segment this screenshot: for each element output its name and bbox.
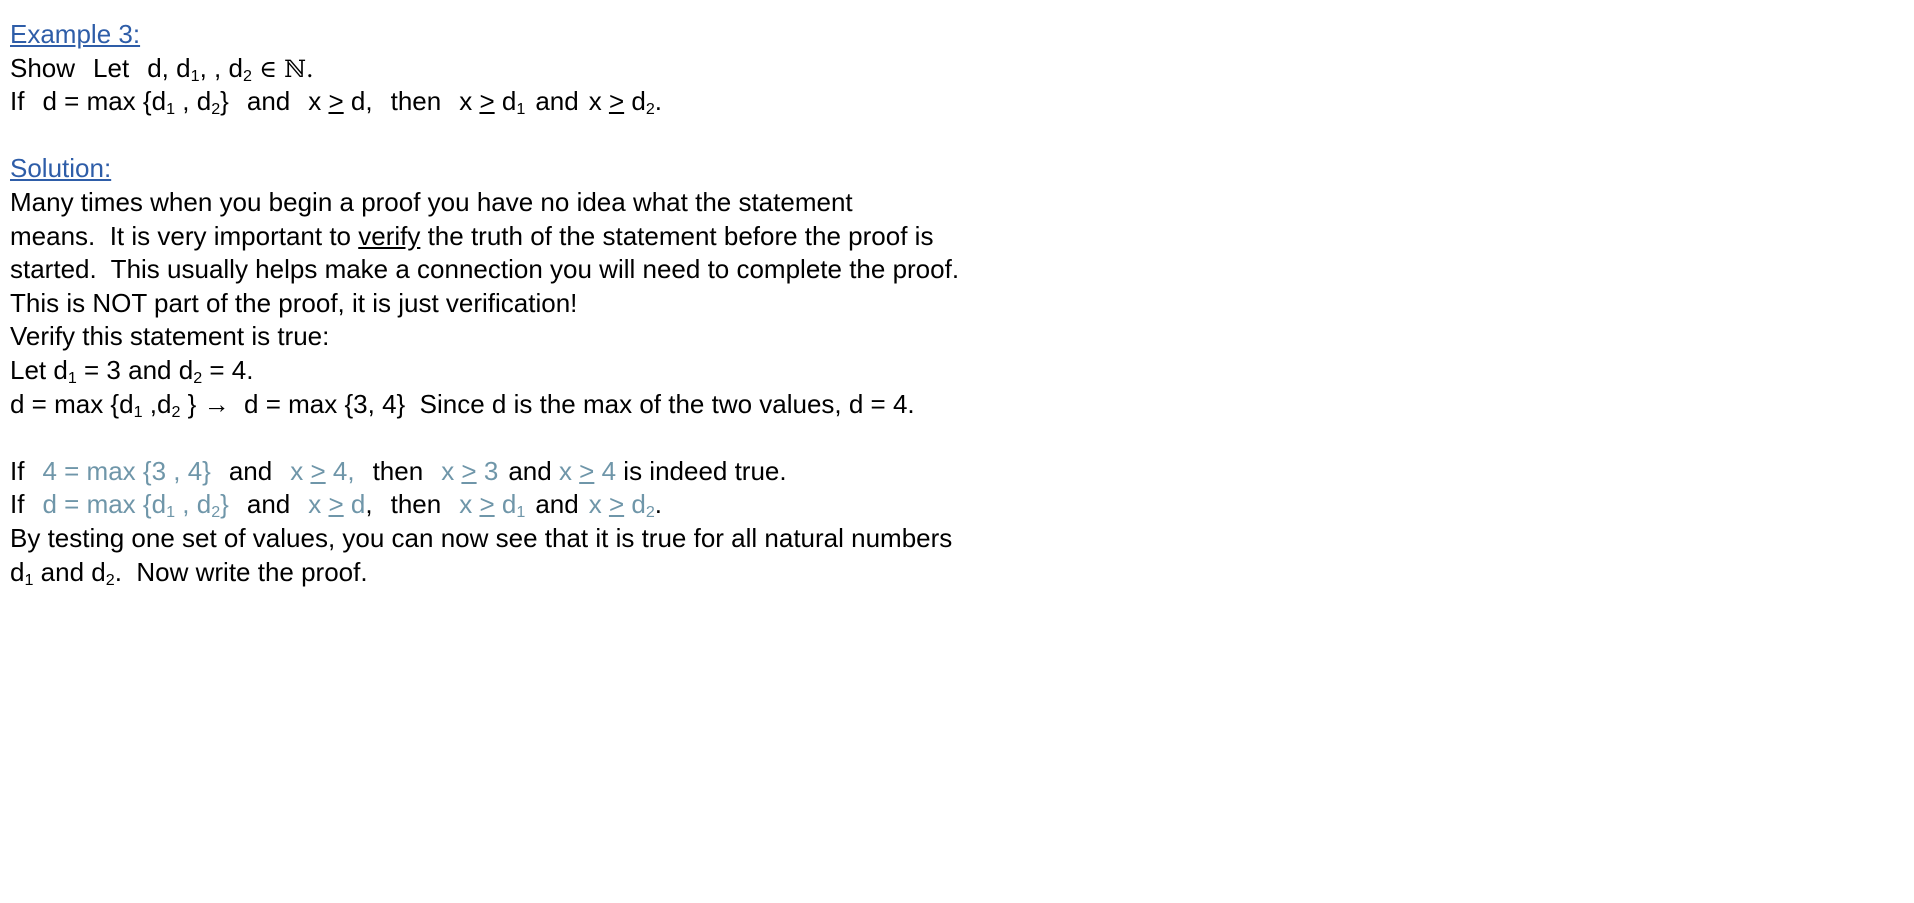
geq-symbol: > <box>479 489 495 520</box>
subscript-1: 1 <box>516 503 526 522</box>
eq-max: = max { <box>64 86 152 117</box>
show-word: Show <box>10 52 76 83</box>
var-d: d <box>350 86 366 117</box>
eq-4-text: = 4. <box>202 354 254 385</box>
comma: , <box>182 489 190 520</box>
var-d1: d <box>501 86 517 117</box>
verify-word: verify <box>358 220 421 251</box>
value-3: 3 <box>483 455 499 486</box>
subscript-1: 1 <box>190 66 200 85</box>
and-word: and <box>246 489 291 520</box>
comma: , <box>182 86 190 117</box>
example-statement-line <box>10 85 1070 119</box>
conclusion-line-1: By testing one set of values, you can now see that it is true for all natural numbers <box>10 522 953 553</box>
write-proof-text: . Now write the proof. <box>114 556 368 587</box>
var-d: d <box>350 489 366 520</box>
subscript-2: 2 <box>645 100 655 119</box>
spacer <box>10 421 1070 455</box>
var-x: x <box>308 86 322 117</box>
value-4: 4, <box>332 455 355 486</box>
subscript-1: 1 <box>133 402 143 421</box>
indeed-true-text: is indeed true. <box>616 455 787 486</box>
comma: , <box>365 86 373 117</box>
subscript-2: 2 <box>242 66 252 85</box>
if-word: If <box>10 489 25 520</box>
right-arrow-icon: → <box>203 388 230 419</box>
eq-max: = max { <box>64 489 152 520</box>
max-mid: ,d <box>142 388 172 419</box>
var-d: d <box>42 86 57 117</box>
and-word: and <box>535 86 579 117</box>
comma: , <box>161 52 169 83</box>
geq-symbol: > <box>310 455 326 486</box>
numeric-max-expr: 4 = max {3 , 4} <box>42 455 211 486</box>
max-start: d = max {d <box>10 388 134 419</box>
let-values-line <box>10 354 1070 388</box>
geq-symbol: > <box>608 86 625 117</box>
then-word: then <box>372 455 424 486</box>
max-line <box>10 388 1070 422</box>
example-show-line <box>10 52 1070 86</box>
geq-symbol: > <box>608 489 625 520</box>
close-brace: } <box>220 86 229 117</box>
subscript-1: 1 <box>67 368 77 387</box>
document <box>10 18 1070 589</box>
naturals-symbol: ℕ. <box>284 54 314 83</box>
var-d: d <box>42 489 57 520</box>
geq-symbol: > <box>328 86 344 117</box>
numeric-check-line <box>10 455 1070 489</box>
eq-3-text: = 3 and d <box>76 354 194 385</box>
var-d2: d <box>196 489 212 520</box>
subscript-1: 1 <box>166 503 176 522</box>
para-text: the truth of the statement before the proof is <box>420 220 934 251</box>
max-rest: d = max {3, 4} Since d is the max of the two values, d = 4. <box>244 388 915 419</box>
solution-para-line-4: This is NOT part of the proof, it is just verification! <box>10 287 578 318</box>
period: . <box>654 86 663 117</box>
solution-heading[interactable]: Solution: <box>10 153 112 184</box>
var-d: d <box>147 52 162 83</box>
example-heading[interactable]: Example 3: <box>10 19 141 49</box>
and-word: and <box>246 86 291 117</box>
solution-para-line-2 <box>10 220 1070 254</box>
subscript-2: 2 <box>211 503 221 522</box>
if-word: If <box>10 455 25 486</box>
spacer <box>10 119 1070 153</box>
var-d2: d <box>631 86 646 117</box>
var-d2: d <box>196 86 212 117</box>
comma: , <box>199 52 207 83</box>
and-word: and <box>508 455 552 486</box>
para-text: means. It is very important to <box>10 220 359 251</box>
comma: , <box>214 52 222 83</box>
element-of-symbol: ∈ <box>259 54 277 83</box>
var-x: x <box>588 86 602 117</box>
subscript-1: 1 <box>166 100 176 119</box>
var-x: x <box>459 86 473 117</box>
then-word: then <box>390 86 442 117</box>
conclusion-line-2 <box>10 556 1070 590</box>
var-d2: d <box>228 52 243 83</box>
and-word: and <box>535 489 579 520</box>
subscript-2: 2 <box>645 503 655 522</box>
if-word: If <box>10 86 25 117</box>
solution-heading-line <box>10 152 1070 186</box>
subscript-1: 1 <box>24 570 34 589</box>
var-d1: d <box>176 52 191 83</box>
geq-symbol: > <box>328 489 344 520</box>
and-d-text: and d <box>33 556 106 587</box>
solution-para-line-1: Many times when you begin a proof you have no idea what the statement <box>10 186 853 217</box>
close-brace: } <box>220 489 229 520</box>
subscript-2: 2 <box>211 100 221 119</box>
solution-para-line-5: Verify this statement is true: <box>10 321 330 352</box>
max-end: } <box>180 388 197 419</box>
subscript-2: 2 <box>171 402 181 421</box>
subscript-2: 2 <box>105 570 115 589</box>
var-d2: d <box>631 489 646 520</box>
var-x: x <box>290 455 304 486</box>
period: . <box>654 489 663 520</box>
subscript-1: 1 <box>516 100 526 119</box>
and-word: and <box>228 455 273 486</box>
subscript-2: 2 <box>193 368 203 387</box>
geq-symbol: > <box>579 455 595 486</box>
comma: , <box>365 489 373 520</box>
example-heading-line <box>10 18 1070 52</box>
geq-symbol: > <box>461 455 477 486</box>
var-x: x <box>459 489 473 520</box>
let-text: Let d <box>10 354 68 385</box>
then-word: then <box>390 489 442 520</box>
var-d1: d <box>10 556 25 587</box>
let-word: Let <box>93 52 130 83</box>
solution-para-line-3: started. This usually helps make a connection you will need to complete the proof. <box>10 254 960 285</box>
var-d1: d <box>501 489 517 520</box>
value-4: 4 <box>601 455 617 486</box>
var-d1: d <box>151 86 167 117</box>
symbolic-check-line <box>10 488 1070 522</box>
var-x: x <box>588 489 602 520</box>
var-d1: d <box>151 489 167 520</box>
var-x: x <box>558 455 572 486</box>
geq-symbol: > <box>479 86 495 117</box>
var-x: x <box>308 489 322 520</box>
var-x: x <box>441 455 455 486</box>
